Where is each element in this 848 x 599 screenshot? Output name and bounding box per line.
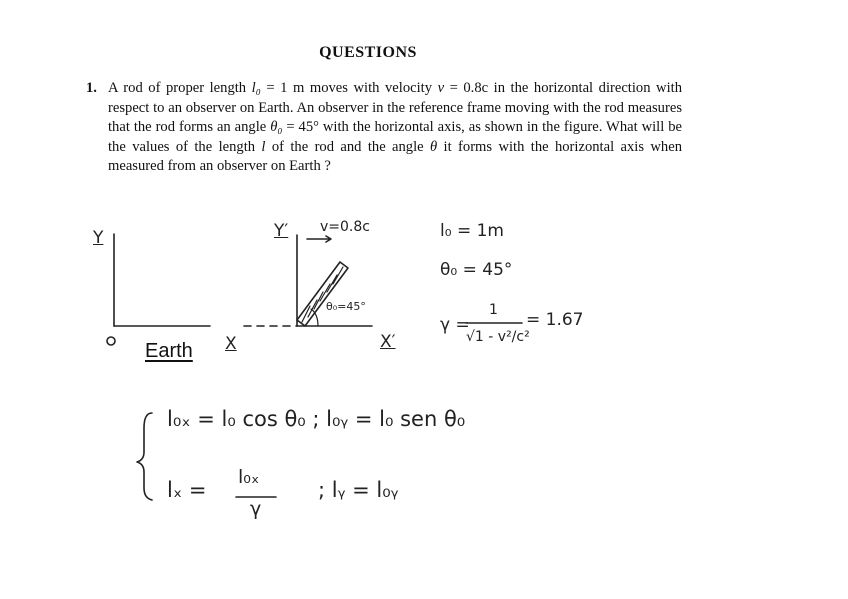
note-gamma-lhs: γ = — [440, 315, 470, 335]
moving-y-axis-label: Y′ — [274, 221, 289, 241]
note-proper-length: l₀ = 1m — [440, 221, 504, 241]
rod-hatch — [302, 267, 343, 322]
question-text: A rod of proper length l₀ = 1 m moves with velocity v = 0.8c in the horizontal direction with respect to an observer on Earth. An observer in the reference frame moving with the rod measures that the rod forms an angle θ₀ = 45° with the horizontal axis, as shown in the figure. What will be the values of the length l of the rod and the angle θ it forms with the horizontal axis when measured from an observer on Earth ? — [108, 80, 683, 175]
equation-lx-denominator: γ — [250, 498, 262, 520]
moving-x-axis-label: X′ — [380, 332, 396, 352]
earth-x-axis-label: X — [225, 334, 237, 354]
note-gamma-numerator: 1 — [489, 302, 498, 318]
note-gamma-value: = 1.67 — [526, 310, 584, 330]
note-proper-angle: θ₀ = 45° — [440, 260, 513, 280]
question-number: 1. — [86, 80, 97, 96]
equation-lx-numerator: l₀ₓ — [238, 466, 260, 488]
equation-proper-components: l₀ₓ = l₀ cos θ₀ ; l₀ᵧ = l₀ sen θ₀ — [167, 407, 466, 431]
note-gamma-denominator: √1 - v²/c² — [466, 329, 530, 345]
equation-brace — [137, 413, 152, 500]
velocity-label: v=0.8c — [320, 219, 370, 235]
earth-label: Earth — [145, 340, 193, 362]
velocity-arrow — [307, 236, 331, 242]
page-heading: QUESTIONS — [319, 44, 417, 61]
origin-mark — [107, 337, 115, 345]
equation-lx-lhs: lₓ = — [167, 478, 207, 502]
angle-label: θ₀=45° — [326, 300, 366, 313]
equation-ly: ; lᵧ = l₀ᵧ — [318, 478, 399, 502]
earth-y-axis-label: Y — [93, 228, 104, 248]
